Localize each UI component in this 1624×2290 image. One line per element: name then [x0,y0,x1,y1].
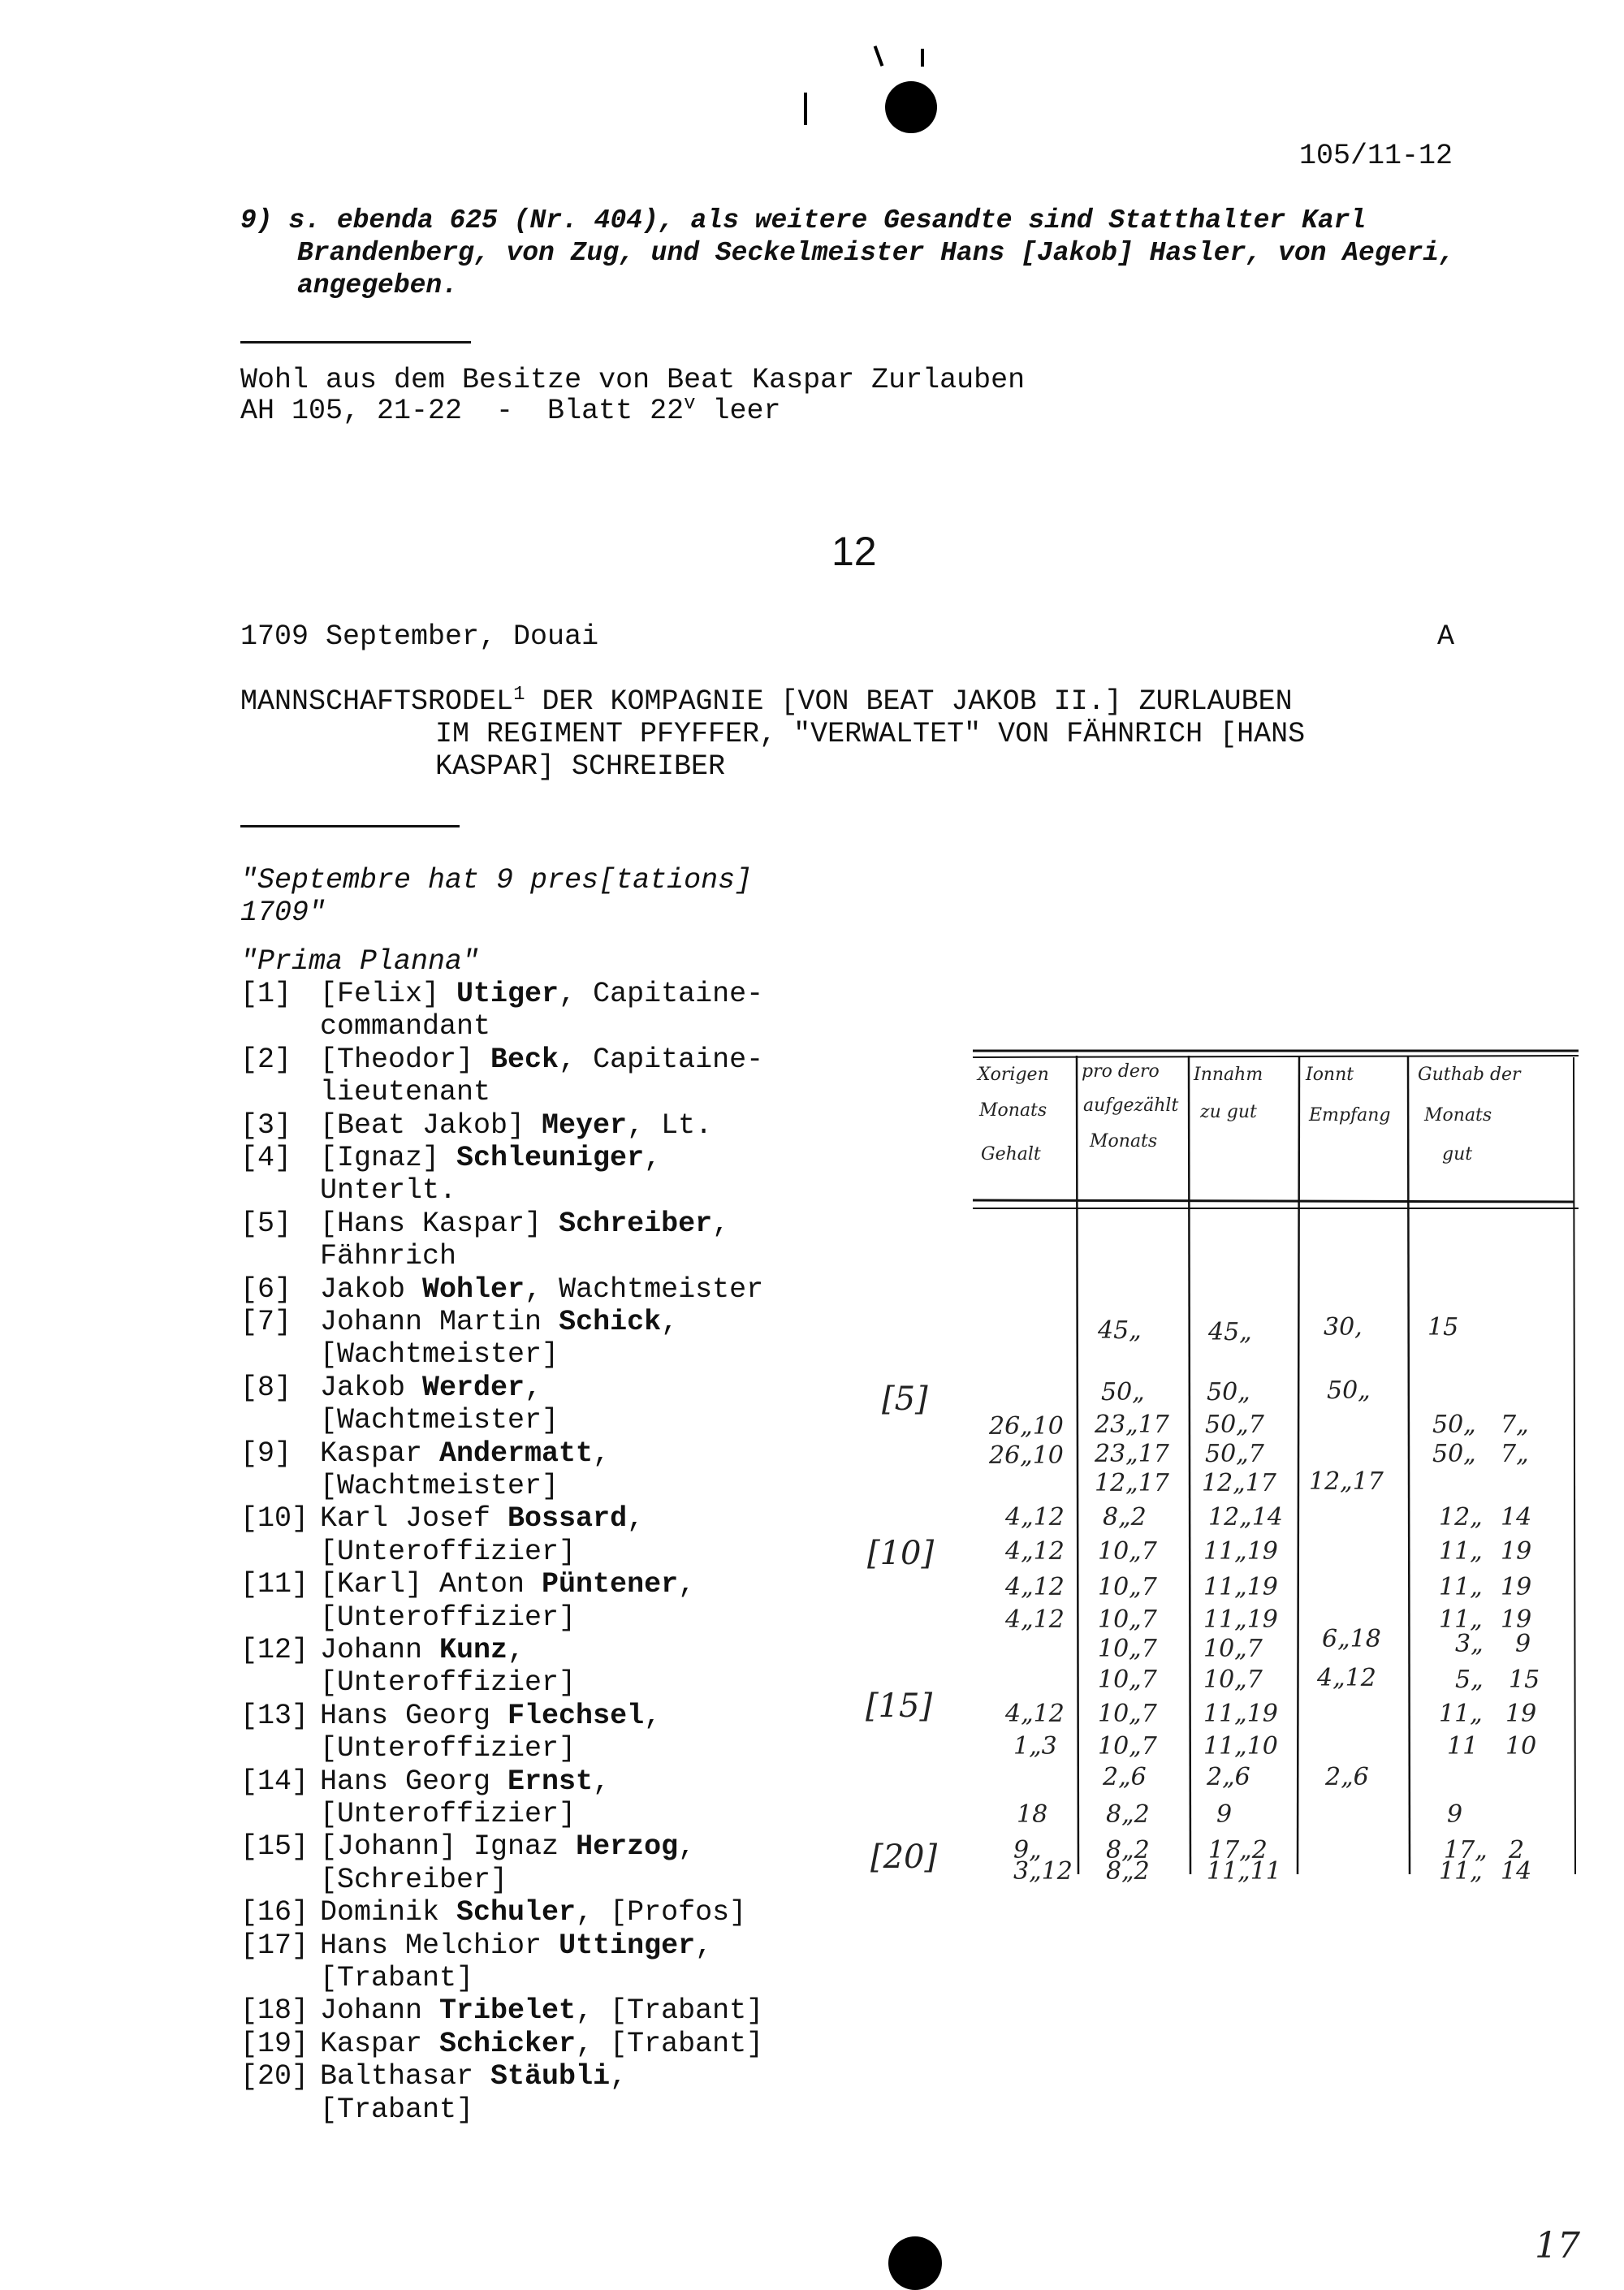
roster-number: [18] [240,1994,309,2028]
roster-entry [240,1994,763,2027]
svg-text:11„19: 11„19 [1203,1700,1278,1728]
roster-given-name: [Theodor] [320,1043,491,1076]
roster-entry [240,1306,678,1338]
intro-line-2: 1709" [240,897,326,929]
roster-given-name: Kaspar [320,1437,440,1470]
svg-text:Monats: Monats [1424,1105,1492,1126]
svg-text:gut: gut [1442,1144,1473,1164]
svg-text:4„12: 4„12 [1005,1503,1065,1532]
svg-text:19: 19 [1501,1605,1532,1634]
date-place: 1709 September, Douai [240,620,599,653]
svg-text:4„12: 4„12 [1005,1605,1065,1634]
svg-text:10„7: 10„7 [1098,1573,1157,1601]
svg-text:10„7: 10„7 [1098,1666,1157,1694]
svg-text:2„6: 2„6 [1103,1763,1147,1791]
roster-given-name: [Ignaz] [320,1142,457,1174]
roster-number: [17] [240,1929,309,1962]
svg-text:pro dero: pro dero [1082,1061,1160,1082]
roster-rank: , [610,2060,628,2093]
svg-text:12„14: 12„14 [1208,1503,1283,1532]
roster-entry-continuation: [Unteroffizier] [320,1798,577,1830]
version-label: A [1437,620,1455,653]
intro-line-1: "Septembre hat 9 pres[tations] [240,864,753,897]
roster-rank: , [695,1929,713,1962]
svg-text:19: 19 [1501,1537,1532,1566]
svg-text:50„7: 50„7 [1205,1440,1264,1468]
roster-surname: Utiger [456,978,559,1010]
roster-entry [240,1896,746,1929]
roster-given-name: Hans Georg [320,1765,508,1798]
roster-number: [19] [240,2027,309,2060]
scan-mark-left [804,93,807,125]
svg-text:19: 19 [1501,1573,1532,1601]
roster-surname: Schreiber [559,1207,713,1240]
roster-entry-continuation: [Wachtmeister] [320,1470,559,1502]
roster-number: [9] [240,1437,292,1470]
svg-text:1„3: 1„3 [1013,1732,1057,1761]
roster-surname: Kunz [439,1634,508,1666]
roster-rank: , [712,1207,730,1240]
roster-given-name: Dominik [320,1896,457,1929]
roster-entry [240,1830,695,1863]
title-line-1: MANNSCHAFTSRODEL$^1$ DER KOMPAGNIE [VON BEAT JAKOB II.] ZURLAUBEN [240,684,1293,718]
svg-text:3„12: 3„12 [1013,1857,1073,1882]
punch-hole-bottom [888,2236,942,2290]
roster-surname: Uttinger [559,1929,696,1962]
svg-text:11„19: 11„19 [1203,1605,1278,1634]
roster-surname: Tribelet [439,1994,577,2028]
roster-surname: Werder [422,1371,525,1404]
roster-rank: , [644,1699,662,1732]
svg-text:6„18: 6„18 [1322,1625,1381,1653]
svg-text:10„7: 10„7 [1203,1666,1263,1694]
svg-text:7„: 7„ [1501,1440,1529,1468]
roster-entry [240,1568,695,1601]
roster-number: [2] [240,1043,292,1076]
roster-entry [240,1700,661,1732]
roster-surname: Püntener [542,1568,679,1601]
svg-text:30,: 30, [1324,1313,1363,1342]
roster-surname: Stäubli [490,2060,611,2093]
svg-text:45„: 45„ [1208,1318,1252,1346]
svg-text:50„: 50„ [1327,1376,1371,1405]
roster-surname: Ernst [508,1765,594,1798]
roster-given-name: [Johann] Ignaz [320,1830,577,1864]
roster-rank: , [508,1634,525,1666]
roster-number: [4] [240,1142,292,1174]
roster-given-name: Hans Melchior [320,1929,559,1962]
svg-text:10„7: 10„7 [1098,1732,1157,1761]
roster-entry-continuation: [Unteroffizier] [320,1666,577,1700]
svg-text:12„17: 12„17 [1202,1469,1276,1497]
roster-entry-continuation: commandant [320,1010,491,1043]
svg-text:11„11: 11„11 [1207,1857,1281,1882]
roster-rank: , Capitaine- [559,978,764,1010]
roster-number: [3] [240,1108,292,1142]
provenance-line-1: Wohl aus dem Besitze von Beat Kaspar Zurlauben [240,364,1026,396]
svg-text:10„7: 10„7 [1098,1700,1157,1728]
svg-text:8„2: 8„2 [1106,1836,1150,1864]
roster-rank: , Capitaine- [559,1043,764,1076]
svg-text:7„: 7„ [1501,1411,1529,1439]
svg-text:zu gut: zu gut [1200,1102,1257,1122]
roster-given-name: Hans Georg [320,1699,508,1732]
svg-text:Innahm: Innahm [1194,1065,1263,1085]
roster-number: [20] [240,2060,309,2093]
separator-rule-2 [240,825,460,827]
roster-given-name: [Beat Jakob] [320,1108,542,1142]
svg-text:18: 18 [1017,1800,1048,1829]
roster-number: [6] [240,1272,292,1306]
roster-entry [240,978,763,1010]
svg-text:aufgezählt: aufgezählt [1083,1095,1179,1116]
margin-mark-10: [10] [867,1535,935,1572]
roster-entry-continuation: [Unteroffizier] [320,1601,577,1634]
svg-text:3„: 3„ [1455,1630,1484,1658]
svg-text:11„19: 11„19 [1203,1537,1278,1566]
svg-text:11„: 11„ [1439,1857,1483,1882]
footnote-line-1: 9) s. ebenda 625 (Nr. 404), als weitere Gesandte sind Statthalter Karl [240,205,1367,235]
roster-entry-continuation: [Trabant] [320,1962,474,1994]
svg-text:50„: 50„ [1101,1378,1145,1406]
svg-text:Guthab der: Guthab der [1418,1065,1521,1085]
roster-surname: Schick [559,1306,662,1338]
roster-entry [240,1208,729,1240]
roster-given-name: [Karl] Anton [320,1568,542,1601]
svg-text:9: 9 [1515,1630,1531,1658]
svg-text:14: 14 [1501,1857,1532,1882]
roster-entry [240,1109,712,1142]
svg-text:Xorigen: Xorigen [978,1065,1049,1085]
roster-entry [240,2060,627,2093]
roster-number: [1] [240,978,292,1010]
roster-surname: Flechsel [508,1699,645,1732]
intro-line-3: "Prima Planna" [240,945,480,978]
roster-surname: Wohler [422,1272,525,1306]
roster-number: [14] [240,1765,309,1798]
roster-surname: Meyer [542,1108,628,1142]
svg-text:26„10: 26„10 [989,1412,1064,1441]
roster-entry-continuation: [Unteroffizier] [320,1535,577,1568]
svg-text:11: 11 [1447,1732,1479,1761]
roster-number: [11] [240,1568,309,1601]
roster-given-name: Karl Josef [320,1502,508,1536]
roster-number: [8] [240,1371,292,1404]
svg-text:Gehalt: Gehalt [981,1144,1041,1164]
svg-text:26„10: 26„10 [989,1441,1064,1470]
scan-mark-top-2 [921,49,924,67]
document-number: 12 [831,529,877,574]
svg-text:9: 9 [1447,1800,1463,1829]
roster-given-name: [Felix] [320,978,457,1010]
svg-text:4„12: 4„12 [1317,1664,1376,1692]
roster-given-name: Johann [320,1994,440,2028]
roster-given-name: Jakob [320,1272,423,1306]
roster-rank: , Wachtmeister [525,1272,764,1306]
svg-text:12„17: 12„17 [1095,1469,1169,1497]
svg-text:10: 10 [1505,1732,1537,1761]
svg-text:11„: 11„ [1439,1573,1483,1601]
svg-text:11„19: 11„19 [1203,1573,1278,1601]
svg-text:50„: 50„ [1207,1378,1250,1406]
roster-number: [5] [240,1207,292,1240]
svg-text:10„7: 10„7 [1098,1605,1157,1634]
roster-entry-continuation: [Wachtmeister] [320,1404,559,1437]
roster-entry-continuation: [Trabant] [320,2093,474,2126]
svg-text:14: 14 [1501,1503,1532,1532]
page-corner-mark: 17 [1535,2225,1580,2266]
svg-text:17„: 17„ [1444,1836,1488,1864]
roster-rank: , [593,1765,611,1798]
svg-text:Ionnt: Ionnt [1306,1065,1354,1085]
page-reference: 105/11-12 [1299,140,1453,172]
roster-surname: Schicker [439,2027,577,2060]
svg-text:4„12: 4„12 [1005,1700,1065,1728]
svg-text:8„2: 8„2 [1103,1503,1147,1532]
svg-text:8„2: 8„2 [1106,1800,1150,1829]
roster-number: [16] [240,1896,309,1929]
svg-text:Monats: Monats [1090,1131,1158,1151]
roster-entry [240,1765,610,1798]
roster-surname: Schuler [456,1896,577,1929]
svg-text:10„7: 10„7 [1203,1635,1263,1663]
roster-given-name: [Hans Kaspar] [320,1207,559,1240]
roster-entry-continuation: lieutenant [320,1076,491,1109]
roster-entry-continuation: Unterlt. [320,1174,457,1208]
roster-entry [240,1929,712,1962]
svg-text:2: 2 [1509,1836,1525,1864]
roster-entry-continuation: Fähnrich [320,1240,457,1273]
svg-text:10„7: 10„7 [1098,1537,1157,1566]
svg-text:50„: 50„ [1432,1411,1476,1439]
roster-rank: , [661,1306,679,1338]
roster-surname: Bossard [508,1502,628,1536]
roster-number: [15] [240,1830,309,1864]
roster-given-name: Johann [320,1634,440,1666]
svg-text:19: 19 [1505,1700,1537,1728]
svg-text:2„6: 2„6 [1207,1763,1250,1791]
svg-text:50„7: 50„7 [1205,1411,1264,1439]
roster-rank: , [525,1371,542,1404]
punch-hole-top [885,81,937,133]
roster-rank: , [678,1568,696,1601]
svg-text:12„17: 12„17 [1309,1467,1384,1496]
roster-number: [13] [240,1699,309,1732]
scan-mark-top [874,45,884,67]
margin-mark-5: [5] [882,1380,928,1418]
svg-text:2„6: 2„6 [1325,1763,1369,1791]
roster-given-name: Balthasar [320,2060,491,2093]
footnote-line-2: Brandenberg, von Zug, und Seckelmeister Hans [Jakob] Hasler, von Aegeri, [297,238,1455,268]
roster-surname: Andermatt [439,1437,594,1470]
roster-rank: , [Trabant] [576,2027,764,2060]
footnote-line-3: angegeben. [297,270,459,300]
roster-surname: Schleuniger [456,1142,645,1174]
handwritten-ledger-image [973,1046,1579,1882]
roster-number: [7] [240,1306,292,1338]
roster-number: [10] [240,1502,309,1536]
roster-rank: , [644,1142,662,1174]
roster-surname: Herzog [576,1830,679,1864]
roster-entry [240,1502,644,1535]
roster-entry [240,2028,763,2060]
svg-text:4„12: 4„12 [1005,1537,1065,1566]
roster-rank: , [593,1437,611,1470]
roster-entry-continuation: [Wachtmeister] [320,1338,559,1372]
svg-text:17„2: 17„2 [1208,1836,1268,1864]
svg-text:11„: 11„ [1439,1605,1483,1634]
roster-surname: Beck [490,1043,559,1076]
svg-text:9„: 9„ [1013,1836,1042,1864]
footnote-bold-name: Hasler [1149,238,1246,268]
svg-text:15: 15 [1427,1313,1459,1342]
svg-text:Empfang: Empfang [1309,1105,1391,1126]
svg-text:12„: 12„ [1439,1503,1483,1532]
roster-entry [240,1273,763,1306]
svg-text:11„: 11„ [1439,1700,1483,1728]
roster-entry [240,1372,542,1404]
margin-mark-20: [20] [870,1838,938,1876]
roster-given-name: Johann Martin [320,1306,559,1338]
roster-rank: , [Profos] [576,1896,747,1929]
provenance-line-2: AH 105, 21-22 - Blatt 22$^v$ leer [240,393,781,427]
title-line-2: IM REGIMENT PFYFFER, "VERWALTET" VON FÄHNRICH [HANS [435,718,1306,750]
roster-number: [12] [240,1634,309,1666]
svg-text:10„7: 10„7 [1098,1635,1157,1663]
svg-text:50„: 50„ [1432,1440,1476,1468]
svg-text:11„: 11„ [1439,1537,1483,1566]
separator-rule-1 [240,341,471,344]
margin-mark-15: [15] [866,1687,933,1725]
roster-rank: , Lt. [627,1108,713,1142]
svg-text:23„17: 23„17 [1095,1440,1169,1468]
roster-entry [240,1437,610,1470]
roster-entry [240,1043,763,1076]
svg-text:15: 15 [1509,1666,1540,1694]
roster-entry-continuation: [Schreiber] [320,1863,508,1896]
roster-entry [240,1142,661,1174]
roster-entry-continuation: [Unteroffizier] [320,1732,577,1765]
svg-text:23„17: 23„17 [1095,1411,1169,1439]
svg-text:45„: 45„ [1098,1316,1142,1345]
svg-text:5„: 5„ [1455,1666,1484,1694]
roster-rank: , [627,1502,645,1536]
roster-rank: , [678,1830,696,1864]
roster-given-name: Kaspar [320,2027,440,2060]
svg-text:11„10: 11„10 [1203,1732,1278,1761]
roster-given-name: Jakob [320,1371,423,1404]
svg-text:8„2: 8„2 [1106,1857,1150,1882]
title-line-3: KASPAR] SCHREIBER [435,750,726,783]
roster-entry [240,1634,525,1666]
roster-rank: , [Trabant] [576,1994,764,2028]
svg-text:Monats: Monats [979,1100,1047,1121]
svg-text:4„12: 4„12 [1005,1573,1065,1601]
svg-text:9: 9 [1216,1800,1233,1829]
